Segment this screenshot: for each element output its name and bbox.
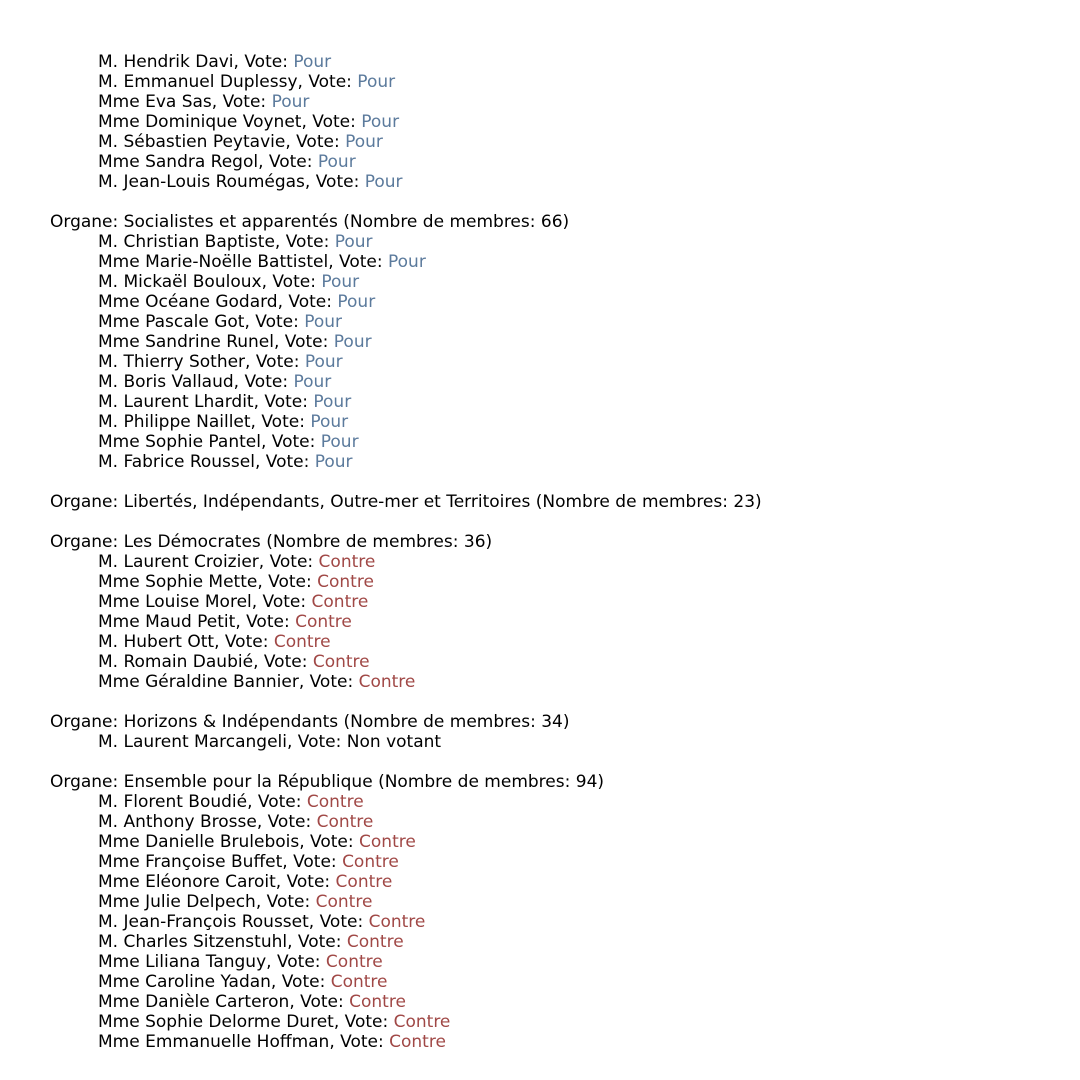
member-row: [50, 552, 1060, 572]
member-name: M. Fabrice Roussel: [98, 452, 255, 472]
member-count: 94: [575, 772, 598, 792]
vote-value: Pour: [321, 272, 360, 292]
member-row: [50, 592, 1060, 612]
member-row: [50, 292, 1060, 312]
vote-label: , Vote:: [297, 72, 358, 92]
vote-value: Contre: [312, 652, 370, 672]
group-heading: [50, 532, 1060, 552]
member-name: M. Mickaël Bouloux: [98, 272, 262, 292]
member-name: M. Thierry Sother: [98, 352, 246, 372]
vote-value: Contre: [306, 792, 364, 812]
member-row: [50, 952, 1060, 972]
vote-label: , Vote:: [253, 392, 314, 412]
spacer: [50, 512, 1060, 532]
vote-value: Contre: [389, 1032, 446, 1052]
vote-value: Pour: [320, 432, 359, 452]
vote-label: , Vote:: [287, 732, 347, 752]
member-row: [50, 852, 1060, 872]
member-name: Mme Sophie Pantel: [98, 432, 261, 452]
vote-value: Pour: [317, 152, 356, 172]
member-name: Mme Danielle Brulebois: [98, 832, 300, 852]
member-row: [50, 372, 1060, 392]
vote-value: Contre: [325, 952, 383, 972]
organe-label: Organe:: [50, 492, 124, 512]
member-row: [50, 332, 1060, 352]
vote-value: Pour: [293, 52, 332, 72]
group-name: Socialistes et apparentés: [123, 212, 338, 232]
member-name: Mme Françoise Buffet: [98, 852, 283, 872]
vote-label: , Vote:: [270, 972, 331, 992]
member-row: [50, 892, 1060, 912]
vote-label: , Vote:: [298, 672, 359, 692]
vote-value: Pour: [304, 352, 343, 372]
organe-label: Organe:: [50, 532, 124, 552]
member-row: [50, 252, 1060, 272]
vote-label: , Vote:: [299, 832, 360, 852]
member-name: M. Hendrik Davi: [98, 52, 234, 72]
vote-label: , Vote:: [328, 252, 388, 272]
member-name: M. Hubert Ott: [98, 632, 215, 652]
member-row: [50, 872, 1060, 892]
member-name: Mme Sandra Regol: [98, 152, 259, 172]
vote-value: Contre: [358, 672, 416, 692]
member-row: [50, 932, 1060, 952]
member-count: 34: [541, 712, 563, 732]
vote-label: , Vote:: [304, 172, 365, 192]
member-count: 66: [540, 212, 563, 232]
vote-value: Pour: [334, 232, 373, 252]
vote-value: Contre: [368, 912, 426, 932]
vote-value: Contre: [316, 812, 374, 832]
group-section: [50, 512, 1060, 692]
member-row: [50, 632, 1060, 652]
vote-label: , Vote:: [275, 872, 336, 892]
group-heading: [50, 492, 1060, 512]
members-close: ): [562, 712, 570, 732]
vote-value: Non votant: [346, 732, 442, 752]
member-count: 23: [733, 492, 756, 512]
member-row: [50, 832, 1060, 852]
member-name: M. Sébastien Peytavie: [98, 132, 286, 152]
member-name: Mme Caroline Yadan: [98, 972, 271, 992]
vote-value: Contre: [349, 992, 406, 1012]
group-name: Ensemble pour la République: [123, 772, 373, 792]
vote-value: Contre: [318, 552, 376, 572]
vote-label: , Vote:: [289, 992, 350, 1012]
members-label: (Nombre de membres:: [260, 532, 464, 552]
members-label: (Nombre de membres:: [372, 772, 576, 792]
spacer: [50, 192, 1060, 212]
vote-value: Contre: [342, 852, 399, 872]
member-row: [50, 172, 1060, 192]
vote-label: , Vote:: [274, 332, 334, 352]
vote-label: , Vote:: [254, 452, 315, 472]
vote-label: , Vote:: [251, 592, 312, 612]
vote-label: , Vote:: [287, 932, 347, 952]
vote-value: Pour: [345, 132, 383, 152]
group-name: Horizons & Indépendants: [123, 712, 339, 732]
spacer: [50, 472, 1060, 492]
member-row: [50, 992, 1060, 1012]
member-name: Mme Dominique Voynet: [98, 112, 302, 132]
group-section: [50, 752, 1060, 1052]
member-name: Mme Marie-Noëlle Battistel: [98, 252, 329, 272]
vote-label: , Vote:: [211, 92, 272, 112]
vote-value: Pour: [337, 292, 376, 312]
members-label: (Nombre de membres:: [530, 492, 734, 512]
vote-label: , Vote:: [301, 112, 362, 132]
member-row: [50, 452, 1060, 472]
member-row: [50, 112, 1060, 132]
group-name: Libertés, Indépendants, Outre-mer et Territoires: [123, 492, 531, 512]
vote-label: , Vote:: [266, 952, 326, 972]
group-name: Les Démocrates: [123, 532, 261, 552]
spacer: [50, 752, 1060, 772]
member-name: Mme Julie Delpech: [98, 892, 256, 912]
vote-value: Pour: [304, 312, 343, 332]
member-row: [50, 972, 1060, 992]
vote-value: Pour: [357, 72, 396, 92]
member-name: Mme Louise Morel: [98, 592, 252, 612]
member-name: Mme Liliana Tanguy: [98, 952, 267, 972]
vote-label: , Vote:: [257, 572, 318, 592]
member-row: [50, 732, 1060, 752]
vote-value: Contre: [273, 632, 331, 652]
member-name: Mme Océane Godard: [98, 292, 278, 312]
member-name: M. Florent Boudié: [98, 792, 248, 812]
vote-value: Contre: [346, 932, 404, 952]
vote-label: , Vote:: [333, 1012, 394, 1032]
members-close: ): [485, 532, 493, 552]
member-name: Mme Sophie Mette: [98, 572, 258, 592]
group-heading: [50, 212, 1060, 232]
member-name: M. Jean-Louis Roumégas: [98, 172, 305, 192]
member-name: Mme Eléonore Caroit: [98, 872, 276, 892]
member-row: [50, 232, 1060, 252]
members-close: ): [755, 492, 762, 512]
members-label: (Nombre de membres:: [338, 712, 542, 732]
vote-label: , Vote:: [258, 152, 318, 172]
vote-label: , Vote:: [247, 792, 307, 812]
organe-label: Organe:: [50, 712, 124, 732]
vote-value: Contre: [359, 832, 416, 852]
vote-value: Pour: [388, 252, 426, 272]
group-section: [50, 472, 1060, 512]
member-name: M. Romain Daubié: [98, 652, 254, 672]
member-name: Mme Maud Petit: [98, 612, 236, 632]
vote-value: Contre: [295, 612, 352, 632]
members-close: ): [597, 772, 605, 792]
vote-label: , Vote:: [329, 1032, 390, 1052]
vote-value: Pour: [271, 92, 310, 112]
vote-label: , Vote:: [260, 432, 321, 452]
member-name: Mme Eva Sas: [98, 92, 212, 112]
vote-label: , Vote:: [274, 232, 335, 252]
member-row: [50, 912, 1060, 932]
organe-label: Organe:: [50, 212, 124, 232]
organe-label: Organe:: [50, 772, 124, 792]
member-row: [50, 572, 1060, 592]
vote-value: Contre: [311, 592, 369, 612]
vote-label: , Vote:: [245, 352, 305, 372]
member-name: Mme Emmanuelle Hoffman: [98, 1032, 330, 1052]
vote-value: Contre: [393, 1012, 451, 1032]
vote-label: , Vote:: [282, 852, 343, 872]
member-name: M. Emmanuel Duplessy: [98, 72, 298, 92]
member-row: [50, 792, 1060, 812]
member-row: [50, 1012, 1060, 1032]
vote-value: Contre: [315, 892, 373, 912]
member-name: M. Jean-François Rousset: [98, 912, 309, 932]
member-row: [50, 432, 1060, 452]
vote-label: , Vote:: [277, 292, 338, 312]
member-row: [50, 92, 1060, 112]
members-label: (Nombre de membres:: [337, 212, 541, 232]
member-row: [50, 312, 1060, 332]
vote-label: , Vote:: [233, 52, 294, 72]
vote-value: Contre: [317, 572, 374, 592]
vote-label: , Vote:: [244, 312, 305, 332]
members-close: ): [562, 212, 570, 232]
member-row: [50, 52, 1060, 72]
member-row: [50, 1032, 1060, 1052]
vote-label: , Vote:: [233, 372, 294, 392]
vote-value: Pour: [361, 112, 400, 132]
member-name: M. Anthony Brosse: [98, 812, 257, 832]
member-name: M. Philippe Naillet: [98, 412, 251, 432]
spacer: [50, 692, 1060, 712]
vote-label: , Vote:: [214, 632, 274, 652]
member-name: M. Charles Sitzenstuhl: [98, 932, 288, 952]
group-heading: [50, 772, 1060, 792]
vote-value: Pour: [333, 332, 372, 352]
member-row: [50, 152, 1060, 172]
member-row: [50, 672, 1060, 692]
vote-value: Pour: [314, 452, 353, 472]
member-row: [50, 72, 1060, 92]
vote-label: , Vote:: [261, 272, 322, 292]
member-name: Mme Pascale Got: [98, 312, 245, 332]
vote-value: Pour: [293, 372, 332, 392]
vote-label: , Vote:: [308, 912, 369, 932]
group-section: [50, 192, 1060, 472]
group-section: [50, 692, 1060, 752]
member-name: Mme Géraldine Bannier: [98, 672, 299, 692]
vote-value: Pour: [364, 172, 403, 192]
vote-record-document: [50, 52, 1060, 1052]
vote-value: Pour: [313, 392, 352, 412]
vote-label: , Vote:: [255, 892, 316, 912]
vote-label: , Vote:: [235, 612, 296, 632]
member-row: [50, 612, 1060, 632]
vote-label: , Vote:: [253, 652, 313, 672]
group-section: [50, 52, 1060, 192]
vote-value: Pour: [310, 412, 349, 432]
member-name: Mme Sophie Delorme Duret: [98, 1012, 334, 1032]
member-count: 36: [463, 532, 486, 552]
member-row: [50, 412, 1060, 432]
vote-value: Contre: [335, 872, 393, 892]
member-name: M. Laurent Marcangeli: [98, 732, 287, 752]
member-row: [50, 392, 1060, 412]
member-name: M. Boris Vallaud: [98, 372, 234, 392]
vote-value: Contre: [330, 972, 388, 992]
member-row: [50, 812, 1060, 832]
vote-label: , Vote:: [250, 412, 311, 432]
vote-label: , Vote:: [258, 552, 319, 572]
vote-label: , Vote:: [256, 812, 317, 832]
member-name: M. Christian Baptiste: [98, 232, 275, 252]
member-row: [50, 272, 1060, 292]
member-row: [50, 652, 1060, 672]
member-row: [50, 132, 1060, 152]
member-row: [50, 352, 1060, 372]
member-name: Mme Danièle Carteron: [98, 992, 290, 1012]
member-name: M. Laurent Croizier: [98, 552, 259, 572]
member-name: M. Laurent Lhardit: [98, 392, 254, 412]
vote-label: , Vote:: [285, 132, 346, 152]
member-name: Mme Sandrine Runel: [98, 332, 274, 352]
group-heading: [50, 712, 1060, 732]
